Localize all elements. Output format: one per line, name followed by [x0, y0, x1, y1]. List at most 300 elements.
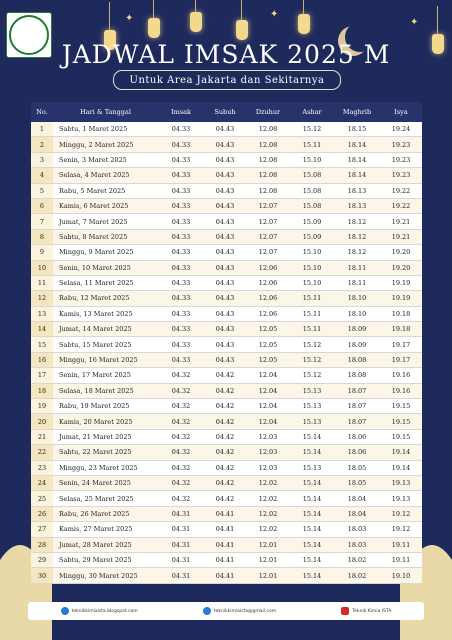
- column-header-dzuhur: Dzuhur: [246, 102, 290, 122]
- cell-imsak: 04.31: [158, 537, 204, 552]
- cell-imsak: 04.33: [158, 291, 204, 306]
- cell-maghrib: 18.13: [334, 183, 380, 198]
- cell-day: Kamis, 27 Maret 2025: [53, 522, 158, 537]
- cell-imsak: 04.33: [158, 322, 204, 337]
- cell-no: 18: [31, 383, 53, 398]
- cell-isya: 19.19: [380, 275, 422, 290]
- table-row: [31, 383, 422, 398]
- cell-dzuhur: 12.07: [246, 198, 290, 213]
- cell-imsak: 04.33: [158, 198, 204, 213]
- cell-no: 26: [31, 506, 53, 521]
- cell-maghrib: 18.05: [334, 475, 380, 490]
- cell-no: 13: [31, 306, 53, 321]
- table-row: [31, 506, 422, 521]
- column-header-subuh: Subuh: [204, 102, 246, 122]
- cell-isya: 19.21: [380, 229, 422, 244]
- column-header-isya: Isya: [380, 102, 422, 122]
- cell-dzuhur: 12.05: [246, 352, 290, 367]
- cell-day: Minggu, 16 Maret 2025: [53, 352, 158, 367]
- cell-dzuhur: 12.06: [246, 306, 290, 321]
- cell-isya: 19.18: [380, 306, 422, 321]
- cell-ashar: 15.08: [290, 168, 334, 183]
- cell-no: 10: [31, 260, 53, 275]
- star-icon: ✦: [125, 13, 134, 24]
- page-subtitle: Untuk Area Jakarta dan Sekitarnya: [129, 74, 325, 86]
- cell-maghrib: 18.10: [334, 291, 380, 306]
- cell-imsak: 04.33: [158, 122, 204, 137]
- footer-email-link[interactable]: [203, 607, 276, 615]
- table-row: [31, 414, 422, 429]
- cell-ashar: 15.13: [290, 399, 334, 414]
- cell-dzuhur: 12.08: [246, 168, 290, 183]
- cell-no: 15: [31, 337, 53, 352]
- cell-ashar: 15.12: [290, 368, 334, 383]
- column-header-no: No.: [31, 102, 53, 122]
- lantern-icon: [236, 20, 248, 40]
- cell-dzuhur: 12.04: [246, 414, 290, 429]
- cell-imsak: 04.33: [158, 183, 204, 198]
- cell-ashar: 15.14: [290, 522, 334, 537]
- cell-ashar: 15.14: [290, 491, 334, 506]
- cell-isya: 19.11: [380, 552, 422, 567]
- cell-imsak: 04.32: [158, 475, 204, 490]
- cell-ashar: 15.14: [290, 429, 334, 444]
- cell-day: Sabtu, 1 Maret 2025: [53, 122, 158, 137]
- cell-day: Senin, 17 Maret 2025: [53, 368, 158, 383]
- cell-isya: 19.24: [380, 122, 422, 137]
- cell-imsak: 04.33: [158, 229, 204, 244]
- cell-ashar: 15.08: [290, 198, 334, 213]
- cell-imsak: 04.33: [158, 352, 204, 367]
- cell-maghrib: 18.07: [334, 399, 380, 414]
- cell-no: 12: [31, 291, 53, 306]
- cell-day: Kamis, 6 Maret 2025: [53, 198, 158, 213]
- cell-no: 9: [31, 245, 53, 260]
- star-icon: ✦: [270, 9, 279, 20]
- cell-isya: 19.23: [380, 137, 422, 152]
- footer-bar: [28, 602, 424, 620]
- column-header-maghrib: Maghrib: [334, 102, 380, 122]
- cell-day: Jumat, 28 Maret 2025: [53, 537, 158, 552]
- cell-imsak: 04.33: [158, 306, 204, 321]
- cell-day: Selasa, 11 Maret 2025: [53, 275, 158, 290]
- table-row: [31, 245, 422, 260]
- cell-dzuhur: 12.06: [246, 291, 290, 306]
- cell-maghrib: 18.02: [334, 568, 380, 583]
- cell-no: 29: [31, 552, 53, 567]
- cell-isya: 19.18: [380, 322, 422, 337]
- table-row: [31, 260, 422, 275]
- table-row: [31, 552, 422, 567]
- cell-no: 28: [31, 537, 53, 552]
- globe-icon: [61, 607, 69, 615]
- table-row: [31, 522, 422, 537]
- cell-imsak: 04.33: [158, 152, 204, 167]
- table-row: [31, 491, 422, 506]
- cell-no: 5: [31, 183, 53, 198]
- cell-imsak: 04.32: [158, 460, 204, 475]
- cell-maghrib: 18.14: [334, 137, 380, 152]
- cell-ashar: 15.10: [290, 275, 334, 290]
- cell-dzuhur: 12.01: [246, 552, 290, 567]
- cell-day: Selasa, 4 Maret 2025: [53, 168, 158, 183]
- cell-dzuhur: 12.08: [246, 122, 290, 137]
- cell-isya: 19.19: [380, 291, 422, 306]
- cell-no: 3: [31, 152, 53, 167]
- cell-imsak: 04.33: [158, 337, 204, 352]
- table-row: [31, 568, 422, 583]
- lantern-icon: [148, 18, 160, 38]
- cell-isya: 19.13: [380, 475, 422, 490]
- cell-maghrib: 18.12: [334, 214, 380, 229]
- cell-maghrib: 18.13: [334, 198, 380, 213]
- cell-isya: 19.20: [380, 260, 422, 275]
- subtitle-pill: [113, 70, 341, 90]
- table-row: [31, 137, 422, 152]
- table-row: [31, 445, 422, 460]
- cell-imsak: 04.32: [158, 445, 204, 460]
- cell-no: 24: [31, 475, 53, 490]
- cell-imsak: 04.32: [158, 429, 204, 444]
- table-row: [31, 368, 422, 383]
- cell-day: Kamis, 20 Maret 2025: [53, 414, 158, 429]
- cell-maghrib: 18.12: [334, 245, 380, 260]
- cell-isya: 19.23: [380, 168, 422, 183]
- cell-ashar: 15.14: [290, 552, 334, 567]
- cell-maghrib: 18.11: [334, 260, 380, 275]
- cell-dzuhur: 12.04: [246, 399, 290, 414]
- cell-day: Sabtu, 29 Maret 2025: [53, 552, 158, 567]
- cell-day: Minggu, 30 Maret 2025: [53, 568, 158, 583]
- cell-day: Rabu, 12 Maret 2025: [53, 291, 158, 306]
- page-title: JADWAL IMSAK 2025 M: [61, 40, 391, 69]
- cell-isya: 19.11: [380, 537, 422, 552]
- table-row: [31, 122, 422, 137]
- table-row: [31, 198, 422, 213]
- table-row: [31, 291, 422, 306]
- cell-ashar: 15.14: [290, 568, 334, 583]
- cell-no: 25: [31, 491, 53, 506]
- cell-dzuhur: 12.01: [246, 537, 290, 552]
- cell-ashar: 15.14: [290, 445, 334, 460]
- cell-ashar: 15.11: [290, 291, 334, 306]
- cell-maghrib: 18.11: [334, 275, 380, 290]
- cell-no: 27: [31, 522, 53, 537]
- cell-subuh: 04.43: [204, 168, 246, 183]
- table-row: [31, 152, 422, 167]
- cell-isya: 19.12: [380, 522, 422, 537]
- cell-dzuhur: 12.07: [246, 214, 290, 229]
- cell-isya: 19.20: [380, 245, 422, 260]
- cell-day: Rabu, 26 Maret 2025: [53, 506, 158, 521]
- cell-ashar: 15.12: [290, 337, 334, 352]
- cell-subuh: 04.41: [204, 568, 246, 583]
- cell-isya: 19.10: [380, 568, 422, 583]
- cell-no: 30: [31, 568, 53, 583]
- table-row: [31, 275, 422, 290]
- table-row: [31, 306, 422, 321]
- cell-subuh: 04.41: [204, 537, 246, 552]
- table-row: [31, 460, 422, 475]
- column-header-day: Hari & Tanggal: [53, 102, 158, 122]
- cell-day: Minggu, 2 Maret 2025: [53, 137, 158, 152]
- cell-subuh: 04.43: [204, 214, 246, 229]
- cell-dzuhur: 12.02: [246, 491, 290, 506]
- cell-subuh: 04.42: [204, 491, 246, 506]
- cell-maghrib: 18.14: [334, 168, 380, 183]
- cell-ashar: 15.08: [290, 183, 334, 198]
- footer-email-text: teknikkimiaista@gmail.com: [213, 608, 277, 614]
- cell-isya: 19.15: [380, 414, 422, 429]
- cell-subuh: 04.43: [204, 291, 246, 306]
- cell-imsak: 04.31: [158, 522, 204, 537]
- cell-dzuhur: 12.03: [246, 429, 290, 444]
- cell-maghrib: 18.15: [334, 122, 380, 137]
- schedule-table: [31, 102, 422, 584]
- cell-no: 4: [31, 168, 53, 183]
- cell-imsak: 04.32: [158, 491, 204, 506]
- footer-blog-text: teknikkimiaista.blogspot.com: [71, 608, 138, 614]
- cell-no: 19: [31, 399, 53, 414]
- cell-isya: 19.14: [380, 460, 422, 475]
- table-row: [31, 352, 422, 367]
- column-header-imsak: Imsak: [158, 102, 204, 122]
- cell-maghrib: 18.08: [334, 352, 380, 367]
- cell-day: Sabtu, 8 Maret 2025: [53, 229, 158, 244]
- table-row: [31, 475, 422, 490]
- cell-ashar: 15.10: [290, 245, 334, 260]
- cell-no: 21: [31, 429, 53, 444]
- cell-subuh: 04.41: [204, 552, 246, 567]
- cell-imsak: 04.33: [158, 260, 204, 275]
- cell-subuh: 04.43: [204, 198, 246, 213]
- cell-isya: 19.17: [380, 337, 422, 352]
- cell-maghrib: 18.07: [334, 414, 380, 429]
- table-row: [31, 322, 422, 337]
- cell-ashar: 15.12: [290, 122, 334, 137]
- cell-no: 22: [31, 445, 53, 460]
- cell-subuh: 04.43: [204, 275, 246, 290]
- cell-maghrib: 18.06: [334, 445, 380, 460]
- cell-subuh: 04.42: [204, 383, 246, 398]
- cell-ashar: 15.11: [290, 306, 334, 321]
- cell-day: Jumat, 21 Maret 2025: [53, 429, 158, 444]
- cell-ashar: 15.14: [290, 537, 334, 552]
- cell-ashar: 15.14: [290, 506, 334, 521]
- cell-imsak: 04.31: [158, 552, 204, 567]
- cell-isya: 19.14: [380, 445, 422, 460]
- cell-maghrib: 18.12: [334, 229, 380, 244]
- cell-imsak: 04.33: [158, 245, 204, 260]
- cell-no: 8: [31, 229, 53, 244]
- cell-dzuhur: 12.01: [246, 568, 290, 583]
- cell-isya: 19.17: [380, 352, 422, 367]
- table-row: [31, 214, 422, 229]
- cell-subuh: 04.43: [204, 183, 246, 198]
- cell-dzuhur: 12.08: [246, 183, 290, 198]
- cell-no: 20: [31, 414, 53, 429]
- cell-subuh: 04.43: [204, 337, 246, 352]
- table-row: [31, 399, 422, 414]
- cell-dzuhur: 12.05: [246, 322, 290, 337]
- cell-day: Minggu, 9 Maret 2025: [53, 245, 158, 260]
- cell-imsak: 04.32: [158, 399, 204, 414]
- cell-ashar: 15.12: [290, 352, 334, 367]
- cell-dzuhur: 12.02: [246, 522, 290, 537]
- youtube-icon: [341, 607, 349, 615]
- cell-dzuhur: 12.06: [246, 275, 290, 290]
- cell-no: 16: [31, 352, 53, 367]
- cell-day: Kamis, 13 Maret 2025: [53, 306, 158, 321]
- table-row: [31, 537, 422, 552]
- cell-maghrib: 18.07: [334, 383, 380, 398]
- cell-imsak: 04.33: [158, 214, 204, 229]
- table-body: [31, 122, 422, 583]
- cell-ashar: 15.10: [290, 152, 334, 167]
- cell-subuh: 04.43: [204, 152, 246, 167]
- cell-imsak: 04.32: [158, 368, 204, 383]
- cell-dzuhur: 12.04: [246, 383, 290, 398]
- cell-ashar: 15.13: [290, 460, 334, 475]
- column-header-ashar: Ashar: [290, 102, 334, 122]
- cell-ashar: 15.09: [290, 214, 334, 229]
- table-row: [31, 429, 422, 444]
- cell-day: Rabu, 19 Maret 2025: [53, 399, 158, 414]
- cell-imsak: 04.33: [158, 168, 204, 183]
- cell-day: Senin, 24 Maret 2025: [53, 475, 158, 490]
- cell-no: 6: [31, 198, 53, 213]
- cell-imsak: 04.32: [158, 383, 204, 398]
- cell-day: Sabtu, 22 Maret 2025: [53, 445, 158, 460]
- cell-ashar: 15.10: [290, 260, 334, 275]
- table-row: [31, 168, 422, 183]
- cell-isya: 19.12: [380, 506, 422, 521]
- cell-day: Senin, 3 Maret 2025: [53, 152, 158, 167]
- cell-dzuhur: 12.08: [246, 152, 290, 167]
- cell-day: Senin, 10 Maret 2025: [53, 260, 158, 275]
- cell-ashar: 15.13: [290, 383, 334, 398]
- lantern-icon: [190, 12, 202, 32]
- cell-imsak: 04.32: [158, 414, 204, 429]
- cell-subuh: 04.43: [204, 245, 246, 260]
- cell-imsak: 04.33: [158, 137, 204, 152]
- cell-dzuhur: 12.02: [246, 506, 290, 521]
- cell-maghrib: 18.10: [334, 306, 380, 321]
- cell-dzuhur: 12.02: [246, 475, 290, 490]
- cell-no: 11: [31, 275, 53, 290]
- cell-subuh: 04.43: [204, 122, 246, 137]
- cell-no: 2: [31, 137, 53, 152]
- cell-subuh: 04.43: [204, 322, 246, 337]
- cell-maghrib: 18.02: [334, 552, 380, 567]
- cell-isya: 19.16: [380, 383, 422, 398]
- cell-maghrib: 18.03: [334, 522, 380, 537]
- footer-youtube-text: Teknik Kimia ISTA: [352, 608, 392, 614]
- cell-ashar: 15.14: [290, 475, 334, 490]
- cell-maghrib: 18.06: [334, 429, 380, 444]
- cell-isya: 19.13: [380, 491, 422, 506]
- cell-subuh: 04.42: [204, 414, 246, 429]
- cell-isya: 19.15: [380, 429, 422, 444]
- star-icon: ✦: [410, 17, 419, 28]
- cell-day: Jumat, 7 Maret 2025: [53, 214, 158, 229]
- cell-isya: 19.22: [380, 183, 422, 198]
- cell-isya: 19.23: [380, 152, 422, 167]
- cell-no: 7: [31, 214, 53, 229]
- cell-dzuhur: 12.04: [246, 368, 290, 383]
- cell-dzuhur: 12.07: [246, 245, 290, 260]
- table-row: [31, 337, 422, 352]
- cell-no: 23: [31, 460, 53, 475]
- cell-ashar: 15.11: [290, 322, 334, 337]
- cell-dzuhur: 12.06: [246, 260, 290, 275]
- cell-subuh: 04.41: [204, 506, 246, 521]
- footer-blog-link[interactable]: [61, 607, 138, 615]
- cell-subuh: 04.42: [204, 368, 246, 383]
- cell-day: Minggu, 23 Maret 2025: [53, 460, 158, 475]
- cell-subuh: 04.43: [204, 260, 246, 275]
- cell-no: 14: [31, 322, 53, 337]
- cell-maghrib: 18.09: [334, 337, 380, 352]
- cell-subuh: 04.43: [204, 137, 246, 152]
- cell-dzuhur: 12.03: [246, 445, 290, 460]
- footer-youtube-link[interactable]: [341, 607, 391, 615]
- email-icon: [203, 607, 211, 615]
- cell-day: Sabtu, 15 Maret 2025: [53, 337, 158, 352]
- cell-maghrib: 18.03: [334, 537, 380, 552]
- cell-no: 17: [31, 368, 53, 383]
- cell-day: Selasa, 25 Maret 2025: [53, 491, 158, 506]
- table-row: [31, 183, 422, 198]
- lantern-icon: [298, 14, 310, 34]
- cell-dzuhur: 12.08: [246, 137, 290, 152]
- cell-maghrib: 18.05: [334, 460, 380, 475]
- cell-day: Selasa, 18 Maret 2025: [53, 383, 158, 398]
- cell-subuh: 04.42: [204, 475, 246, 490]
- cell-imsak: 04.31: [158, 506, 204, 521]
- cell-imsak: 04.31: [158, 568, 204, 583]
- cell-subuh: 04.42: [204, 460, 246, 475]
- cell-subuh: 04.42: [204, 445, 246, 460]
- cell-ashar: 15.11: [290, 137, 334, 152]
- cell-maghrib: 18.08: [334, 368, 380, 383]
- cell-isya: 19.22: [380, 198, 422, 213]
- cell-subuh: 04.43: [204, 229, 246, 244]
- cell-day: Jumat, 14 Maret 2025: [53, 322, 158, 337]
- cell-isya: 19.15: [380, 399, 422, 414]
- cell-imsak: 04.33: [158, 275, 204, 290]
- cell-ashar: 15.09: [290, 229, 334, 244]
- cell-subuh: 04.42: [204, 399, 246, 414]
- cell-maghrib: 18.04: [334, 491, 380, 506]
- cell-maghrib: 18.14: [334, 152, 380, 167]
- cell-subuh: 04.41: [204, 522, 246, 537]
- cell-isya: 19.16: [380, 368, 422, 383]
- cell-isya: 19.21: [380, 214, 422, 229]
- cell-dzuhur: 12.05: [246, 337, 290, 352]
- cell-subuh: 04.43: [204, 352, 246, 367]
- cell-subuh: 04.43: [204, 306, 246, 321]
- cell-ashar: 15.13: [290, 414, 334, 429]
- cell-subuh: 04.42: [204, 429, 246, 444]
- table-header-row: [31, 102, 422, 122]
- table-row: [31, 229, 422, 244]
- cell-maghrib: 18.09: [334, 322, 380, 337]
- cell-maghrib: 18.04: [334, 506, 380, 521]
- cell-dzuhur: 12.07: [246, 229, 290, 244]
- cell-day: Rabu, 5 Maret 2025: [53, 183, 158, 198]
- cell-dzuhur: 12.03: [246, 460, 290, 475]
